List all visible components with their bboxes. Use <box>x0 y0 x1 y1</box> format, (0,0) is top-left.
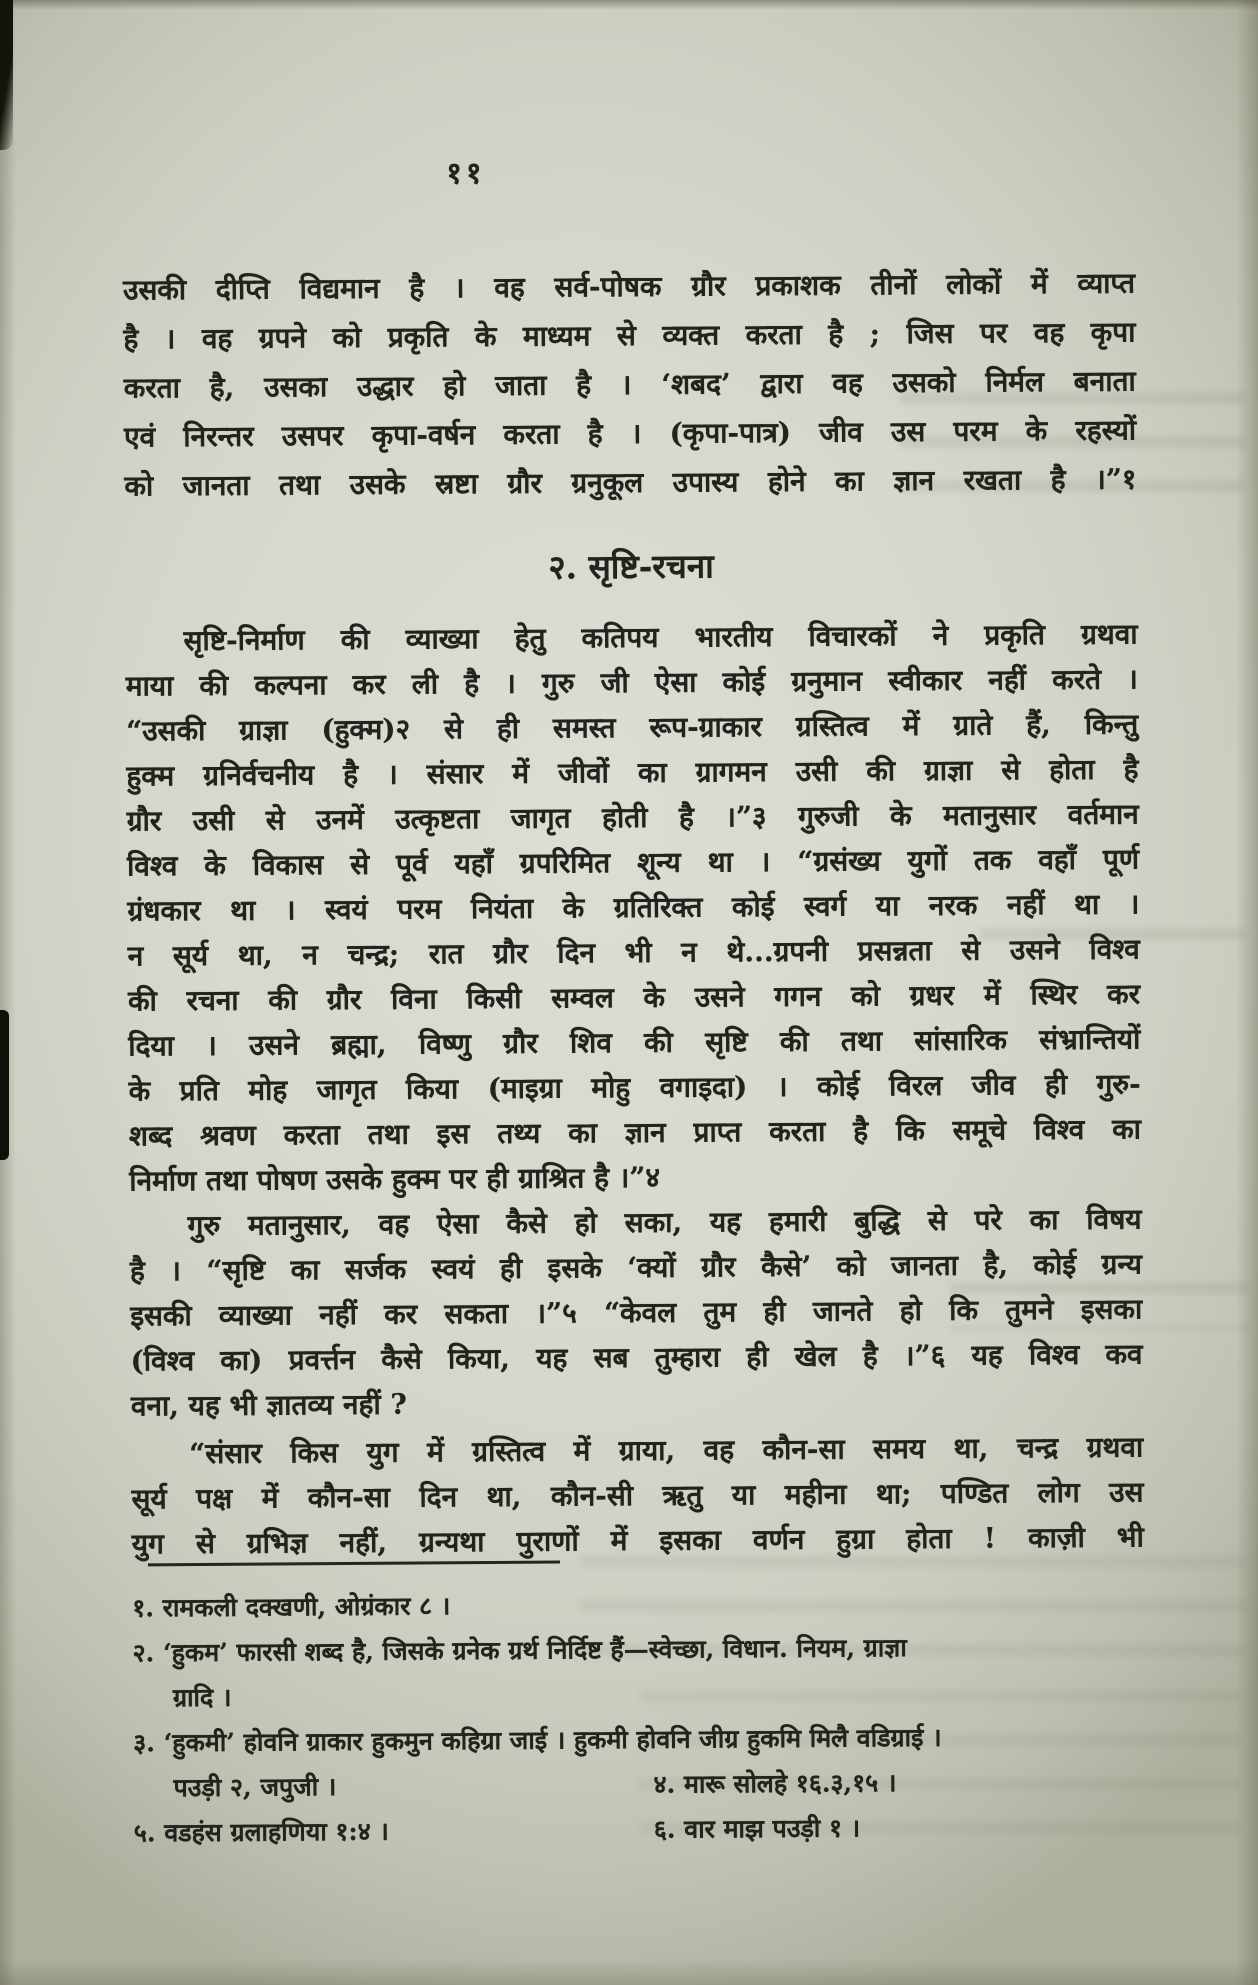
text-line: की रचना की ग्रौर विना किसी सम्वल के उसने गगन को ग्रधर में स्थिर कर <box>127 977 1141 1018</box>
footnote-2-line-2: ग्रादि । <box>172 1682 232 1713</box>
paragraph-3 <box>129 1196 1143 1428</box>
text-line: युग से ग्रभिज्ञ नहीं, ग्रन्यथा पुराणों में इसका वर्णन हुग्रा होता ! काज़ी भी <box>131 1520 1144 1561</box>
footnote-row <box>134 1803 1146 1855</box>
text-line: एवं निरन्तर उसपर कृपा-वर्षन करता है । (कृपा-पात्र) जीव उस परम के रहस्यों <box>123 413 1137 454</box>
text-line: करता है, उसका उद्धार हो जाता है । ‘शबद’ द्वारा वह उसको निर्मल बनाता <box>123 364 1136 405</box>
text-line: “संसार किस युग में ग्रस्तित्व में ग्राया, वह कौन-सा समय था, चन्द्र ग्रथवा <box>189 1430 1144 1471</box>
footnote-1: १. रामकली दक्खणी, ओग्रंकार ८ । <box>132 1591 451 1623</box>
footnote-3-line-1: ३. ‘हुकमी’ होवनि ग्राकार हुकमुन कहिग्रा जाई । हुकमी होवनि जीग्र हुकमि मिलै वडिग्राई । <box>133 1722 942 1758</box>
paragraph-4 <box>131 1424 1144 1566</box>
text-line: दिया । उसने ब्रह्मा, विष्णु ग्रौर शिव की सृष्टि की तथा सांसारिक संभ्रान्तियों <box>128 1022 1141 1063</box>
text-line: निर्माण तथा पोषण उसके हुक्म पर ही ग्राश्रित है ।”४ <box>129 1160 661 1198</box>
footnotes-block <box>132 1578 1146 1855</box>
section-heading: २. सृष्टि-रचना <box>548 546 714 587</box>
paragraph-2 <box>125 611 1141 1203</box>
text-line: (विश्व का) प्रवर्त्तन कैसे किया, यह सब तुम्हारा ही खेल है ।”६ यह विश्व कव <box>130 1337 1143 1378</box>
scan-edge-shadow-right <box>1236 0 1258 1985</box>
text-line: शब्द श्रवण करता तथा इस तथ्य का ज्ञान प्राप्त करता है कि समूचे विश्व का <box>128 1112 1142 1153</box>
text-line: सूर्य पक्ष में कौन-सा दिन था, कौन-सी ऋतु या महीना था; पण्डित लोग उस <box>131 1475 1144 1516</box>
text-line: है । वह ग्रपने को प्रकृति के माध्यम से व्यक्त करता है ; जिस पर वह कृपा <box>123 315 1136 356</box>
page-content <box>121 0 1147 1985</box>
footnote-2-line-1: २. ‘हुकम’ फारसी शब्द है, जिसके ग्रनेक ग्रर्थ निर्दिष्ट हैं—स्वेच्छा, विधान. नियम, ग्राज्ञा <box>132 1633 907 1668</box>
text-line: माया की कल्पना कर ली है । गुरु जी ऐसा कोई ग्रनुमान स्वीकार नहीं करते । <box>125 662 1138 703</box>
footnote-3-line-2: पउड़ी २, जपुजी । <box>173 1772 337 1803</box>
text-line: सृष्टि-निर्माण की व्याख्या हेतु कतिपय भारतीय विचारकों ने प्रकृति ग्रथवा <box>183 617 1138 658</box>
text-line: “उसकी ग्राज्ञा (हुक्म)२ से ही समस्त रूप-ग्राकार ग्रस्तित्व में ग्राते हैं, किन्तु <box>126 707 1139 748</box>
text-line: इसकी व्याख्या नहीं कर सकता ।”५ “केवल तुम ही जानते हो कि तुमने इसका <box>130 1292 1143 1333</box>
text-line: है । “सृष्टि का सर्जक स्वयं ही इसके ‘क्यों ग्रौर कैसे’ को जानता है, कोई ग्रन्य <box>129 1247 1143 1288</box>
text-line: गुरु मतानुसार, वह ऐसा कैसे हो सका, यह हमारी बुद्धि से परे का विषय <box>187 1202 1142 1243</box>
scan-dark-edge-artifact <box>0 1010 9 1160</box>
scan-edge-shadow-left <box>0 0 16 1985</box>
paragraph-1 <box>123 258 1137 510</box>
footnote-6: ६. वार माझ पउड़ी १ । <box>653 1813 861 1844</box>
footnote-4: ४. मारू सोलहे १६.३,१५ । <box>653 1768 897 1799</box>
page-number: ११ <box>446 156 486 192</box>
text-line: को जानता तथा उसके स्रष्टा ग्रौर ग्रनुकूल उपास्य होने का ज्ञान रखता है ।”१ <box>124 462 1137 503</box>
text-line: न सूर्य था, न चन्द्र; रात ग्रौर दिन भी न थे...ग्रपनी प्रसन्नता से उसने विश्व <box>127 932 1140 973</box>
text-line: हुक्म ग्रनिर्वचनीय है । संसार में जीवों का ग्रागमन उसी की ग्राज्ञा से होता है <box>126 752 1139 793</box>
text-line: ग्रंधकार था । स्वयं परम नियंता के ग्रतिरिक्त कोई स्वर्ग या नरक नहीं था । <box>127 887 1140 928</box>
footnote-5: ५. वडहंस ग्रलाहणिया १:४ । <box>133 1816 389 1848</box>
text-line: वना, यह भी ज्ञातव्य नहीं ? <box>130 1387 407 1423</box>
footnote-row <box>133 1758 1145 1810</box>
scan-dark-edge-artifact <box>0 0 13 150</box>
text-line: के प्रति मोह जागृत किया (माइग्रा मोहु वगाइदा) । कोई विरल जीव ही गुरु- <box>128 1067 1141 1108</box>
text-line: विश्व के विकास से पूर्व यहाँ ग्रपरिमित शून्य था । “ग्रसंख्य युगों तक वहाँ पूर्ण <box>126 842 1140 883</box>
text-line: उसकी दीप्ति विद्यमान है । वह सर्व-पोषक ग्रौर प्रकाशक तीनों लोकों में व्याप्त <box>122 266 1136 307</box>
text-line: ग्रौर उसी से उनमें उत्कृष्टता जागृत होती है ।”३ गुरुजी के मतानुसार वर्तमान <box>126 797 1139 838</box>
